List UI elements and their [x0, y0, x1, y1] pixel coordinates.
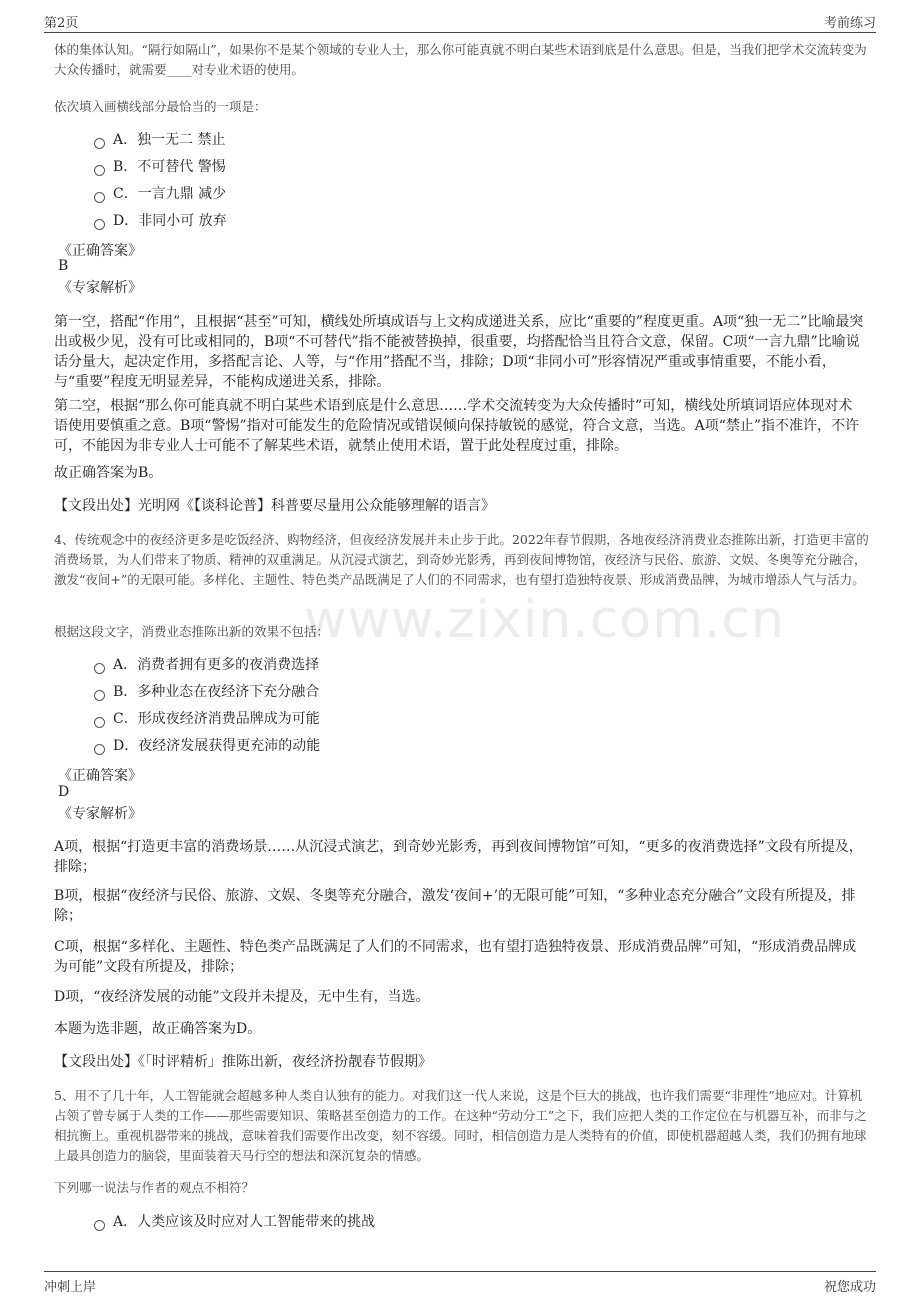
radio-icon[interactable]	[94, 690, 105, 701]
q3-analysis-3: 故正确答案为B。	[54, 465, 163, 481]
q4-answer: D	[58, 784, 70, 800]
q4-analysis-a: A项，根据“打造更丰富的消费场景……从沉浸式演艺，到奇妙光影秀，再到夜间博物馆”可知，“更多的夜消费选择”文段有所提及，排除；	[54, 839, 863, 875]
q4-option-c[interactable]: C．形成夜经济消费品牌成为可能	[94, 709, 320, 729]
q4-analysis-label: 《专家解析》	[58, 806, 142, 822]
q3-option-b[interactable]: B．不可替代 警惕	[94, 157, 226, 177]
q3-analysis-2: 第二空，根据“那么你可能真就不明白某些术语到底是什么意思……学术交流转变为大众传播时”可知，横线处所填词语应体现对术语使用要慎重之意。B项“警惕”指对可能发生的危险情况或错误倾向保持敏锐的感觉，符合文意，当选。A项“禁止”指不准许，不许可，不能因为非专业人士可能不了解某些术语，就禁止使用术语，置于此处程度过重，排除。	[54, 398, 860, 454]
page-number: 第2页	[44, 16, 79, 31]
radio-icon[interactable]	[94, 663, 105, 674]
q4-source: 【文段出处】《「时评精析」推陈出新，夜经济扮靓春节假期》	[54, 1054, 432, 1070]
q3-option-a[interactable]: A．独一无二 禁止	[94, 130, 226, 150]
q3-option-c[interactable]: C．一言九鼎 减少	[94, 184, 226, 204]
q4-analysis-b: B项，根据“夜经济与民俗、旅游、文娱、冬奥等充分融合，激发‘夜间+’的无限可能”可知，“多种业态充分融合”文段有所提及，排除；	[54, 888, 856, 924]
q3-source: 【文段出处】光明网《【谈科论普】科普要尽量用公众能够理解的语言》	[54, 498, 495, 514]
q4-answer-label: 《正确答案》	[58, 768, 142, 784]
q4-stem: 4、传统观念中的夜经济更多是吃饭经济、购物经济，但夜经济发展并未止步于此。2022年春节假期，各地夜经济消费业态推陈出新，打造更丰富的消费场景，为人们带来了物质、精神的双重满足。从沉浸式演艺，到奇妙光影秀，再到夜间博物馆，夜经济与民俗、旅游、文娱、冬奥等充分融合，激发“夜间+”的无限可能。多样化、主题性、特色类产品既满足了人们的不同需求，也有望打造独特夜景、形成消费品牌，为城市增添人气与活力。	[54, 532, 869, 587]
q3-option-d[interactable]: D．非同小可 放弃	[94, 211, 227, 231]
radio-icon[interactable]	[94, 744, 105, 755]
q5-prompt: 下列哪一说法与作者的观点不相符？	[54, 1180, 255, 1195]
q3-analysis-1: 第一空，搭配“作用”，且根据“甚至”可知，横线处所填成语与上文构成递进关系，应比“重要的”程度更重。A项“独一无二”比喻最突出或极少见，没有可比或相同的，B项“不可替代”指不能被替换掉，很重要，均搭配恰当且符合文意，保留。C项“一言九鼎”比喻说话分量大，起决定作用，多搭配言论、人等，与“作用”搭配不当，排除；D项“非同小可”形容情况严重或事情重要，不能小看，与“重要”程度无明显差异，不能构成递进关系，排除。	[54, 314, 864, 390]
q3-answer-label: 《正确答案》	[58, 243, 142, 259]
q4-analysis-conclusion: 本题为选非题，故正确答案为D。	[54, 1021, 262, 1037]
q4-analysis-d: D项，“夜经济发展的动能”文段并未提及，无中生有，当选。	[54, 989, 430, 1005]
q4-prompt: 根据这段文字，消费业态推陈出新的效果不包括：	[54, 624, 330, 639]
radio-icon[interactable]	[94, 717, 105, 728]
q3-answer: B	[58, 258, 69, 274]
radio-icon[interactable]	[94, 1220, 105, 1231]
footer-right-text: 祝您成功	[823, 1280, 876, 1295]
q3-analysis-label: 《专家解析》	[58, 280, 142, 296]
radio-icon[interactable]	[94, 165, 105, 176]
q4-option-a[interactable]: A．消费者拥有更多的夜消费选择	[94, 655, 319, 675]
q5-stem: 5、用不了几十年，人工智能就会超越多种人类自认独有的能力。对我们这一代人来说，这是个巨大的挑战，也许我们需要“非理性”地应对。计算机占领了曾专属于人类的工作——那些需要知识、策略甚至创造力的工作。在这种“劳动分工”之下，我们应把人类的工作定位在与机器互补，而非与之相抗衡上。重视机器带来的挑战，意味着我们需要作出改变，刻不容缓。同时，相信创造力是人类特有的价值，即使机器超越人类，我们仍拥有地球上最具创造力的脑袋，里面装着天马行空的想法和深沉复杂的情感。	[54, 1088, 867, 1163]
radio-icon[interactable]	[94, 219, 105, 230]
q3-stem: 体的集体认知。“隔行如隔山”，如果你不是某个领域的专业人士，那么你可能真就不明白某些术语到底是什么意思。但是，当我们把学术交流转变为大众传播时，就需要____对专业术语的使用。	[54, 42, 867, 77]
header-title: 考前练习	[823, 16, 876, 31]
footer-left-text: 冲刺上岸	[44, 1280, 97, 1295]
radio-icon[interactable]	[94, 138, 105, 149]
radio-icon[interactable]	[94, 192, 105, 203]
q4-option-d[interactable]: D．夜经济发展获得更充沛的动能	[94, 736, 320, 756]
q3-prompt: 依次填入画横线部分最恰当的一项是：	[54, 99, 267, 114]
watermark: www.zixin.com.cn	[304, 590, 785, 650]
q4-option-b[interactable]: B．多种业态在夜经济下充分融合	[94, 682, 319, 702]
page-header	[44, 10, 876, 33]
page-footer	[44, 1271, 876, 1302]
q5-option-a[interactable]: A．人类应该及时应对人工智能带来的挑战	[94, 1212, 375, 1232]
q4-analysis-c: C项，根据“多样化、主题性、特色类产品既满足了人们的不同需求，也有望打造独特夜景、形成消费品牌”可知，“形成消费品牌成为可能”文段有所提及，排除；	[54, 939, 857, 975]
